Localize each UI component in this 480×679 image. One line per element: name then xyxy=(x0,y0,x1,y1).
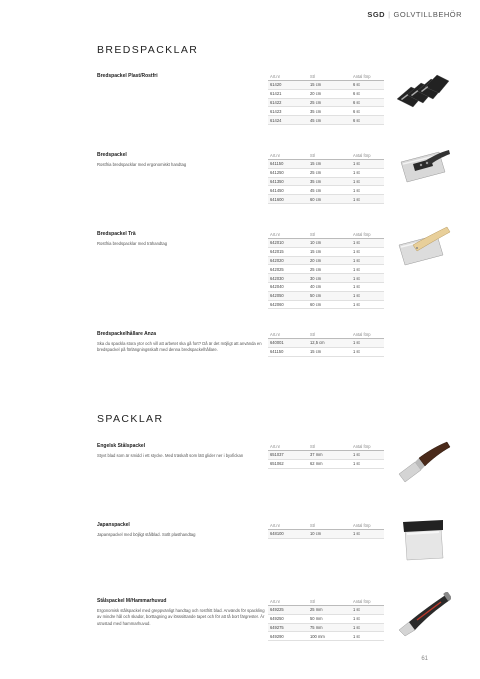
cell-qty: 1 st xyxy=(351,274,384,283)
cell-qty: 6 st xyxy=(351,81,384,90)
col-size: Stl xyxy=(308,73,351,81)
cell-qty: 1 st xyxy=(351,186,384,195)
table-row xyxy=(268,300,384,309)
cell-qty: 1 st xyxy=(351,160,384,169)
product-table xyxy=(268,598,384,641)
brand-name: SGD xyxy=(367,10,386,19)
cell-qty: 1 st xyxy=(351,614,384,623)
cell-art-nr: 648100 xyxy=(268,530,308,539)
cell-size: 30 cm xyxy=(308,274,351,283)
section-title-spacklar: SPACKLAR xyxy=(97,413,164,425)
col-art-nr: Art.nr xyxy=(268,522,308,530)
product-description: Rostfria bredspacklar med trähandtag xyxy=(97,241,168,246)
cell-size: 37 mm xyxy=(308,451,351,460)
col-art-nr: Art.nr xyxy=(268,73,308,81)
cell-size: 40 cm xyxy=(308,282,351,291)
cell-size: 35 cm xyxy=(308,177,351,186)
product-description: Ergonomisk stålspackel med greppvänligt handtag och rostfritt blad. Används för spackling av mindre hål och skador, borttagning av lösssittande tapet och för att tå bort färgrester. Är utrustad med hammarhuvud. xyxy=(97,608,265,626)
col-pack-qty: Antal förp xyxy=(351,598,384,606)
col-pack-qty: Antal förp xyxy=(351,522,384,530)
table-header-row xyxy=(268,443,384,451)
cell-art-nr: 61421 xyxy=(268,89,308,98)
cell-art-nr: 649275 xyxy=(268,623,308,632)
table-header-row xyxy=(268,73,384,81)
cell-art-nr: 642040 xyxy=(268,282,308,291)
cell-qty: 1 st xyxy=(351,247,384,256)
col-size: Stl xyxy=(308,443,351,451)
page-number: 61 xyxy=(421,656,428,662)
japanese-spatula-icon xyxy=(395,518,451,564)
plastic-spatula-stack-icon xyxy=(395,69,451,115)
cell-art-nr: 641450 xyxy=(268,186,308,195)
table-row xyxy=(268,168,384,177)
cell-art-nr: 642010 xyxy=(268,239,308,248)
product-description: Styvt blad som är smidd i ett stycke. Med träskaft som lätt glider ner i byxfickan xyxy=(97,453,244,458)
cell-art-nr: 649290 xyxy=(268,632,308,641)
cell-qty: 1 st xyxy=(351,451,384,460)
col-art-nr: Art.nr xyxy=(268,443,308,451)
table-row xyxy=(268,274,384,283)
col-size: Stl xyxy=(308,598,351,606)
cell-qty: 1 st xyxy=(351,291,384,300)
product-title: Japanspackel xyxy=(97,522,130,528)
cell-art-nr: 61420 xyxy=(268,81,308,90)
table-row xyxy=(268,247,384,256)
cell-size: 75 mm xyxy=(308,623,351,632)
table-row xyxy=(268,530,384,539)
cell-size: 10 cm xyxy=(308,530,351,539)
header-divider: | xyxy=(388,10,391,19)
category-name: GOLVTILLBEHÖR xyxy=(393,10,462,19)
table-row xyxy=(268,606,384,615)
table-row xyxy=(268,623,384,632)
cell-size: 100 mm xyxy=(308,632,351,641)
cell-art-nr: 642060 xyxy=(268,300,308,309)
table-header-row xyxy=(268,522,384,530)
col-pack-qty: Antal förp xyxy=(351,73,384,81)
table-row xyxy=(268,459,384,468)
col-size: Stl xyxy=(308,522,351,530)
col-size: Stl xyxy=(308,331,351,339)
cell-size: 15 cm xyxy=(308,247,351,256)
cell-qty: 1 st xyxy=(351,606,384,615)
table-row xyxy=(268,98,384,107)
cell-art-nr: 651037 xyxy=(268,451,308,460)
cell-size: 50 mm xyxy=(308,614,351,623)
col-size: Stl xyxy=(308,152,351,160)
cell-qty: 1 st xyxy=(351,300,384,309)
cell-art-nr: 641350 xyxy=(268,177,308,186)
product-table xyxy=(268,331,384,357)
cell-art-nr: 642025 xyxy=(268,265,308,274)
table-row xyxy=(268,195,384,204)
cell-art-nr: 61423 xyxy=(268,107,308,116)
table-row xyxy=(268,347,384,356)
col-art-nr: Art.nr xyxy=(268,331,308,339)
ergonomic-broad-knife-icon xyxy=(395,146,451,192)
cell-art-nr: 641250 xyxy=(268,168,308,177)
cell-size: 15 cm xyxy=(308,347,351,356)
table-row xyxy=(268,282,384,291)
cell-qty: 1 st xyxy=(351,623,384,632)
cell-art-nr: 61422 xyxy=(268,98,308,107)
cell-qty: 1 st xyxy=(351,459,384,468)
cell-qty: 1 st xyxy=(351,168,384,177)
cell-size: 20 cm xyxy=(308,89,351,98)
section-title-bredspacklar: BREDSPACKLAR xyxy=(97,44,199,56)
cell-qty: 1 st xyxy=(351,632,384,641)
table-row xyxy=(268,186,384,195)
page-header xyxy=(367,10,462,19)
product-table xyxy=(268,152,384,204)
product-table xyxy=(268,522,384,539)
cell-qty: 1 st xyxy=(351,265,384,274)
cell-size: 45 cm xyxy=(308,116,351,125)
product-title: Engelsk Stålspackel xyxy=(97,443,146,449)
table-row xyxy=(268,177,384,186)
cell-qty: 1 st xyxy=(351,256,384,265)
cell-size: 15 cm xyxy=(308,81,351,90)
cell-size: 10 cm xyxy=(308,239,351,248)
cell-size: 60 cm xyxy=(308,195,351,204)
cell-size: 62 mm xyxy=(308,459,351,468)
cell-size: 25 cm xyxy=(308,98,351,107)
cell-size: 20 cm xyxy=(308,256,351,265)
cell-art-nr: 61424 xyxy=(268,116,308,125)
table-row xyxy=(268,160,384,169)
col-art-nr: Art.nr xyxy=(268,598,308,606)
english-steel-putty-knife-icon xyxy=(395,440,451,486)
product-title: Bredspackel Plast/Rostfri xyxy=(97,73,158,79)
product-table xyxy=(268,73,384,125)
cell-qty: 1 st xyxy=(351,282,384,291)
cell-art-nr: 642050 xyxy=(268,291,308,300)
table-row xyxy=(268,89,384,98)
cell-qty: 1 st xyxy=(351,177,384,186)
col-size: Stl xyxy=(308,231,351,239)
col-pack-qty: Antal förp xyxy=(351,231,384,239)
cell-qty: 1 st xyxy=(351,195,384,204)
cell-qty: 6 st xyxy=(351,89,384,98)
table-row xyxy=(268,291,384,300)
table-row xyxy=(268,339,384,348)
cell-art-nr: 642030 xyxy=(268,274,308,283)
cell-qty: 1 st xyxy=(351,347,384,356)
cell-art-nr: 649250 xyxy=(268,614,308,623)
table-row xyxy=(268,256,384,265)
table-row xyxy=(268,107,384,116)
product-title: Stålspackel M/Hammarhuvud xyxy=(97,598,167,604)
table-row xyxy=(268,632,384,641)
cell-art-nr: 641150 xyxy=(268,160,308,169)
cell-size: 60 cm xyxy=(308,300,351,309)
cell-qty: 6 st xyxy=(351,107,384,116)
product-title: Bredspackel xyxy=(97,152,127,158)
product-title: Bredspackel Trä xyxy=(97,231,136,237)
cell-qty: 6 st xyxy=(351,98,384,107)
table-row xyxy=(268,81,384,90)
product-table xyxy=(268,443,384,469)
cell-size: 45 cm xyxy=(308,186,351,195)
cell-art-nr: 642020 xyxy=(268,256,308,265)
col-pack-qty: Antal förp xyxy=(351,443,384,451)
cell-qty: 6 st xyxy=(351,116,384,125)
cell-size: 25 cm xyxy=(308,265,351,274)
cell-size: 12,5 cm xyxy=(308,339,351,348)
product-title: Bredspackelhållare Anza xyxy=(97,331,157,337)
cell-qty: 1 st xyxy=(351,339,384,348)
table-header-row xyxy=(268,598,384,606)
table-header-row xyxy=(268,331,384,339)
cell-size: 35 cm xyxy=(308,107,351,116)
hammer-head-putty-knife-icon xyxy=(395,592,451,638)
cell-art-nr: 649225 xyxy=(268,606,308,615)
wood-handle-broad-knife-icon xyxy=(395,223,451,269)
cell-size: 25 cm xyxy=(308,168,351,177)
table-row xyxy=(268,614,384,623)
col-pack-qty: Antal förp xyxy=(351,152,384,160)
cell-art-nr: 651062 xyxy=(268,459,308,468)
col-art-nr: Art.nr xyxy=(268,231,308,239)
table-row xyxy=(268,116,384,125)
col-art-nr: Art.nr xyxy=(268,152,308,160)
cell-art-nr: 641600 xyxy=(268,195,308,204)
cell-qty: 1 st xyxy=(351,530,384,539)
cell-size: 25 mm xyxy=(308,606,351,615)
cell-size: 50 cm xyxy=(308,291,351,300)
cell-art-nr: 640001 xyxy=(268,339,308,348)
table-row xyxy=(268,451,384,460)
table-header-row xyxy=(268,152,384,160)
table-header-row xyxy=(268,231,384,239)
table-row xyxy=(268,265,384,274)
col-pack-qty: Antal förp xyxy=(351,331,384,339)
product-description: Rostfria bredspacklar med ergonomiskt handtag xyxy=(97,162,187,167)
product-description: Ska du spackla stora ytor och vill att arbetet ska gå fort? Då är det möjligt att använda en bredspackel på förlängningsskaft med denna bredspackelhållare. xyxy=(97,341,262,353)
cell-art-nr: 641150 xyxy=(268,347,308,356)
product-description: Japanspackel med böjligt stålblad. Sotlt plasthandtag xyxy=(97,532,196,537)
cell-qty: 1 st xyxy=(351,239,384,248)
product-table xyxy=(268,231,384,309)
cell-art-nr: 642015 xyxy=(268,247,308,256)
table-row xyxy=(268,239,384,248)
cell-size: 15 cm xyxy=(308,160,351,169)
